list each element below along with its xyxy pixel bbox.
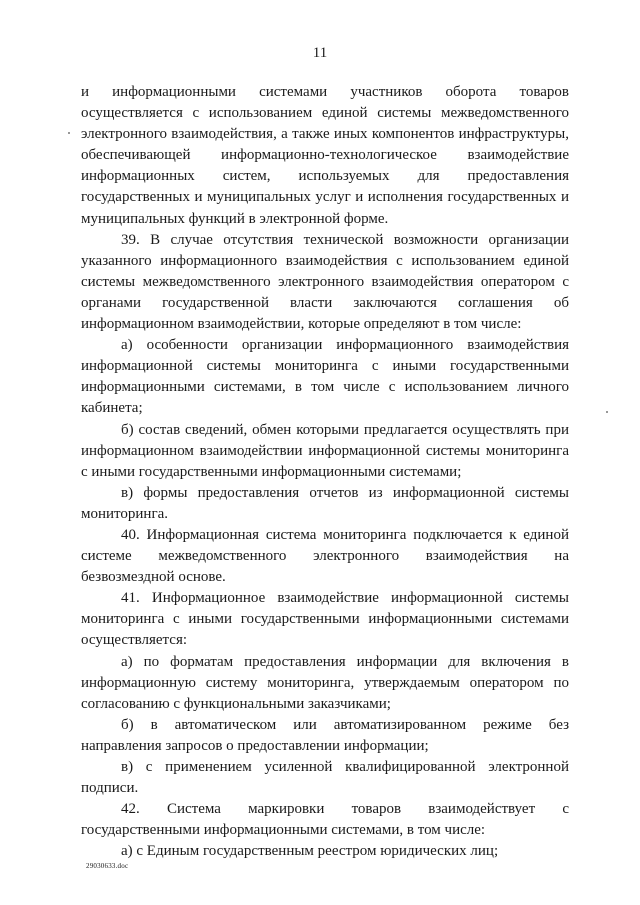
paragraph-item-42: 42. Система маркировки товаров взаимодействует с государственными информационными системами, в том числе: (81, 801, 569, 839)
page-number: 11 (312, 45, 328, 61)
paragraph-item-41: 41. Информационное взаимодействие информационной системы мониторинга с иными государственными информационными системами осуществляется: (81, 590, 569, 649)
paragraph-39-c: в) формы предоставления отчетов из информационной системы мониторинга. (81, 484, 569, 522)
paragraph-39-a: а) особенности организации информационного взаимодействия информационной системы мониторинга с иными государственными информационными системами, в том числе с использованием личного кабинета; (81, 337, 569, 417)
paragraph-41-a: а) по форматам предоставления информации для включения в информационную систему мониторинга, утверждаемым оператором по согласованию с функциональными заказчиками; (81, 653, 569, 712)
scan-speck (68, 132, 70, 134)
paragraph-42-a: а) с Единым государственным реестром юридических лиц; (121, 843, 499, 860)
paragraph-continuation: и информационными системами участников оборота товаров осуществляется с использованием единой системы межведомственного электронного взаимодействия, а также иных компонентов инфраструктуры, обеспечивающей информационно-технологическое взаимодействие информационных систем, используемых для предоставления государственных и муниципальных услуг и исполнения государственных и муниципальных функций в электронной форме. (81, 84, 569, 227)
file-name-footer: 29030633.doc (86, 862, 129, 870)
scan-speck (606, 411, 608, 413)
paragraph-item-40: 40. Информационная система мониторинга подключается к единой системе межведомственного электронного взаимодействия на безвозмездной основе. (81, 526, 569, 586)
document-body (81, 82, 569, 862)
paragraph-41-c: в) с применением усиленной квалифицированной электронной подписи. (81, 759, 569, 797)
paragraph-39-b: б) состав сведений, обмен которыми предлагается осуществлять при информационном взаимодействии информационной системы мониторинга с иными государственными информационными системами; (81, 421, 569, 480)
paragraph-item-39: 39. В случае отсутствия технической возможности организации указанного информационного взаимодействия с использованием единой системы межведомственного электронного взаимодействия оператором с органами государственной власти заключаются соглашения об информационном взаимодействии, которые определяют в том числе: (81, 231, 569, 333)
paragraph-41-b: б) в автоматическом или автоматизированном режиме без направления запросов о предоставлении информации; (81, 716, 569, 754)
